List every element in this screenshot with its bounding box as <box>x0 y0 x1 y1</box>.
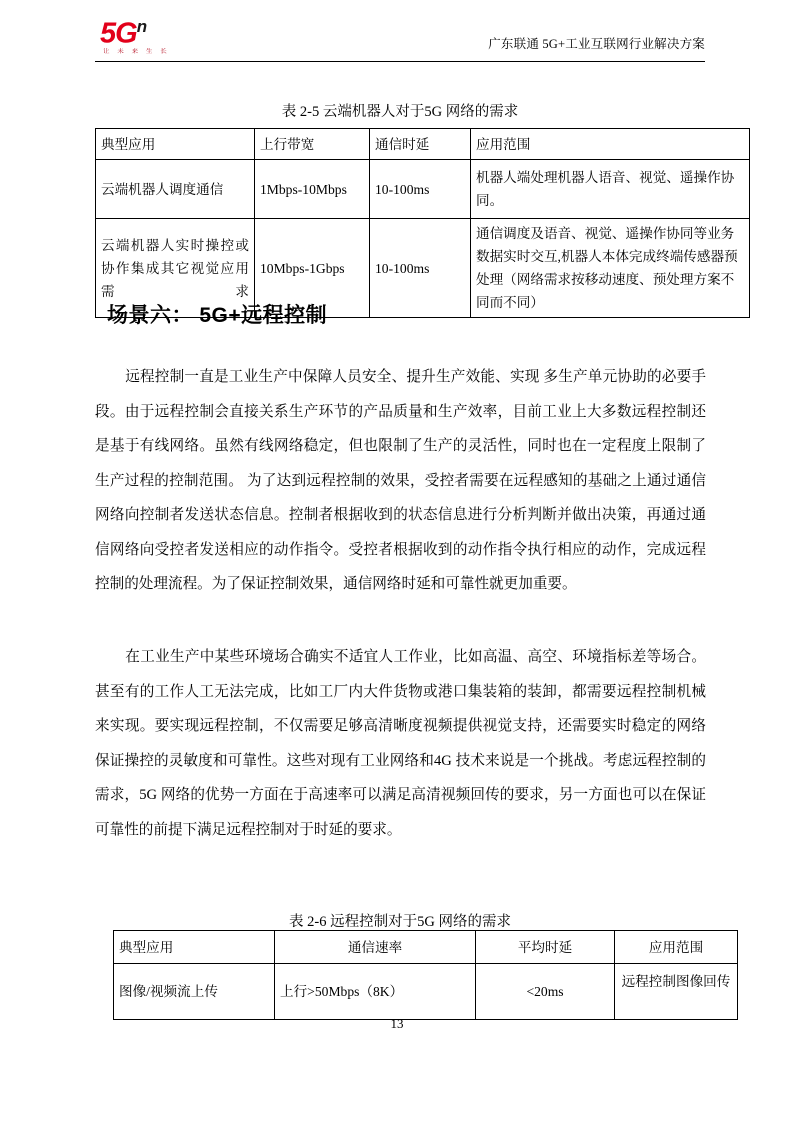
table-row <box>96 160 750 219</box>
column-header-latency: 通信时延 <box>370 129 471 160</box>
table-2-6 <box>113 930 738 1020</box>
table-header-row <box>96 129 750 160</box>
cell-application: 云端机器人实时操控或协作集成其它视觉应用需求 <box>96 219 255 318</box>
cell-scope: 远程控制图像回传 <box>615 964 738 1020</box>
cell-latency: 10-100ms <box>370 160 471 219</box>
logo-tagline: 让 未 来 生 长 <box>103 48 170 55</box>
paragraph-1 <box>95 360 706 602</box>
column-header-application: 典型应用 <box>114 931 275 964</box>
header-divider <box>95 61 705 62</box>
table-2-5-caption: 表 2-5 云端机器人对于5G 网络的需求 <box>281 104 519 120</box>
column-header-scope: 应用范围 <box>471 129 750 160</box>
cell-application: 云端机器人调度通信 <box>96 160 255 219</box>
table-2-5 <box>95 128 750 318</box>
cell-scope: 机器人端处理机器人语音、视觉、遥操作协同。 <box>471 160 750 219</box>
column-header-bandwidth: 上行带宽 <box>255 129 370 160</box>
cell-application: 图像/视频流上传 <box>114 964 275 1020</box>
column-header-latency: 平均时延 <box>476 931 615 964</box>
logo-text <box>100 12 230 49</box>
header-title: 广东联通 5G+工业互联网行业解决方案 <box>488 37 705 51</box>
cell-latency: 10-100ms <box>370 219 471 318</box>
cell-bandwidth: 1Mbps-10Mbps <box>255 160 370 219</box>
page-header <box>95 12 705 60</box>
paragraph-2-text: 在工业生产中某些环境场合确实不适宜人工作业，比如高温、高空、环境指标差等场合。甚至有的工作人工无法完成，比如工厂内大件货物或港口集装箱的装卸，都需要远程控制机械来实现。要实现远程控制，不仅需要足够高清晰度视频提供视觉支持，还需要实时稳定的网络保证操控的灵敏度和可靠性。这些对现有工业网络和4G 技术来说是一个挑战。考虑远程控制的需求，5G 网络的优势一方面在于高速率可以满足高清视频回传的要求，另一方面也可以在保证可靠性的前提下满足远程控制对于时延的要求。 <box>95 649 706 838</box>
column-header-application: 典型应用 <box>96 129 255 160</box>
column-header-scope: 应用范围 <box>615 931 738 964</box>
cell-bandwidth: 10Mbps-1Gbps <box>255 219 370 318</box>
cell-scope: 通信调度及语音、视觉、遥操作协同等业务数据实时交互,机器人本体完成终端传感器预处理（网络需求按移动速度、预处理方案不同而不同） <box>471 219 750 318</box>
page-number: 13 <box>390 1016 404 1031</box>
table-2-6-caption: 表 2-6 远程控制对于5G 网络的需求 <box>289 914 511 930</box>
table-row <box>114 964 738 1020</box>
paragraph-1-text: 远程控制一直是工业生产中保障人员安全、提升生产效能、实现 多生产单元协助的必要手段。由于远程控制会直接关系生产环节的产品质量和生产效率，目前工业上大多数远程控制还是基于有线网络。虽然有线网络稳定，但也限制了生产的灵活性，同时也在一定程度上限制了生产过程的控制范围。 为了达到远程控制的效果，受控者需要在远程感知的基础之上通过通信网络向控制者发送状态信息。控制者根据收到的状态信息进行分析判断并做出决策，再通过通信网络向受控者发送相应的动作指令。受控者根据收到的动作指令执行相应的动作，完成远程控制的处理流程。为了保证控制效果，通信网络时延和可靠性就更加重要。 <box>95 369 706 592</box>
table-header-row <box>114 931 738 964</box>
brand-logo-5gn <box>100 12 230 56</box>
column-header-rate: 通信速率 <box>275 931 476 964</box>
cell-latency: <20ms <box>476 964 615 1020</box>
paragraph-2 <box>95 640 706 847</box>
section-heading: 场景六： 5G+远程控制 <box>107 304 328 327</box>
cell-rate: 上行>50Mbps（8K） <box>275 964 476 1020</box>
logo-superscript-n: n <box>136 17 148 36</box>
logo-main-text: 5G <box>100 17 137 50</box>
